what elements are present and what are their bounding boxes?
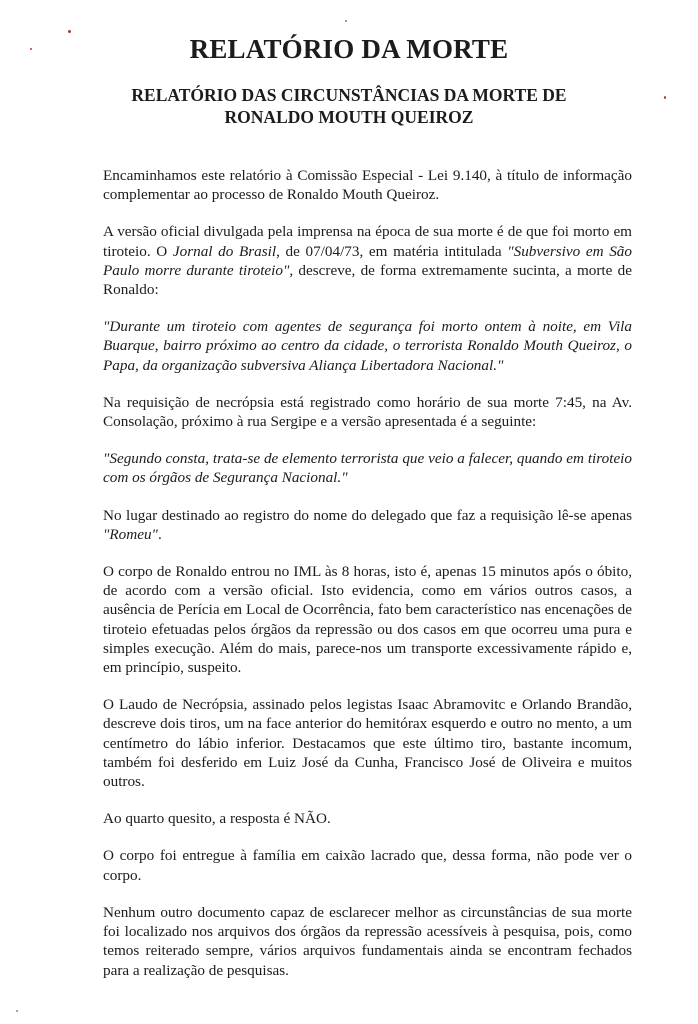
paragraph-iml-arrival: O corpo de Ronaldo entrou no IML às 8 horas, isto é, apenas 15 minutos após o óbito, de acordo com a versão oficial. Isto evidencia, como em vários outros casos, a ausência de Perícia em Local de Ocorrência, fato bem característico nas encenações de tiroteio efetuadas pelos órgãos da repressão ou dos casos em que ocorreu uma pura e simples execução. Além do mais, parece-nos um transporte excessivamente rápido e, em princípio, suspeito. [103, 563, 632, 677]
scan-speck [664, 96, 666, 99]
paragraph-fourth-question: Ao quarto quesito, a resposta é NÃO. [103, 810, 331, 828]
subtitle-line-1: RELATÓRIO DAS CIRCUNSTÂNCIAS DA MORTE DE [131, 85, 567, 105]
quote-newspaper [103, 317, 632, 375]
paragraph-conclusion: Nenhum outro documento capaz de esclarecer melhor as circunstâncias de sua morte foi localizado nos arquivos dos órgãos da repressão acessíveis à pesquisa, pois, como temos reiterado sempre, vários arquivos fundamentais ainda se encontram fechados para a realização de pesquisas. [103, 903, 632, 979]
paragraph-intro: Encaminhamos este relatório à Comissão Especial - Lei 9.140, à título de informação complementar ao processo de Ronaldo Mouth Queiroz. [103, 167, 632, 204]
text-run: , descreve, de forma extremamente sucinta, a morte de Ronaldo: [103, 261, 632, 299]
paragraph-necropsy-report: O Laudo de Necrópsia, assinado pelos legistas Isaac Abramovitc e Orlando Brandão, descreve dois tiros, um na face anterior do hemitórax esquerdo e outro no mento, a um centímetro do lábio inferior. Destacamos que este último tiro, bastante incomum, também foi desferido em Luiz José da Cunha, Francisco José de Oliveira e muitos outros. [103, 696, 632, 791]
article-title: "Subversivo em São Paulo morre durante tiroteio" [103, 242, 632, 279]
scan-speck [68, 30, 71, 33]
text-run: . [157, 525, 162, 543]
paragraph-body-delivered: O corpo foi entregue à família em caixão lacrado que, dessa forma, não pode ver o corpo. [103, 847, 632, 884]
paragraph-delegate [103, 506, 632, 544]
text-run: A versão oficial divulgada pela imprensa na época de sua morte é de que foi morto em tiroteio. O [103, 223, 632, 260]
quote-text: "Segundo consta, trata-se de elemento terrorista que veio a falecer, quando em tiroteio com os órgãos de Segurança Nacional." [103, 450, 632, 487]
paragraph-official-version [103, 222, 632, 299]
quote-text: "Durante um tiroteio com agentes de segurança foi morto ontem à noite, em Vila Buarque, bairro próximo ao centro da cidade, o terrorista Ronaldo Mouth Queiroz, o Papa, da organização subversiva Aliança Libertadora Nacional." [103, 318, 632, 374]
scan-speck [16, 1010, 18, 1012]
text-run: , de 07/04/73, em matéria intitulada [276, 242, 508, 260]
document-title: RELATÓRIO DA MORTE [189, 34, 509, 64]
text-run: No lugar destinado ao registro do nome do delegado que faz a requisição lê-se apenas [103, 506, 632, 524]
delegate-name: "Romeu" [103, 525, 158, 543]
scan-speck [345, 20, 347, 22]
document-body [103, 166, 632, 998]
paragraph-necropsy-request: Na requisição de necrópsia está registrado como horário de sua morte 7:45, na Av. Consolação, próximo à rua Sergipe e a versão apresentada é a seguinte: [103, 393, 632, 431]
scan-speck [30, 48, 32, 50]
newspaper-name: Jornal do Brasil [172, 242, 277, 260]
subtitle-line-2: RONALDO MOUTH QUEIROZ [224, 107, 474, 127]
document-subtitle [0, 84, 698, 128]
quote-official-version [103, 449, 632, 487]
